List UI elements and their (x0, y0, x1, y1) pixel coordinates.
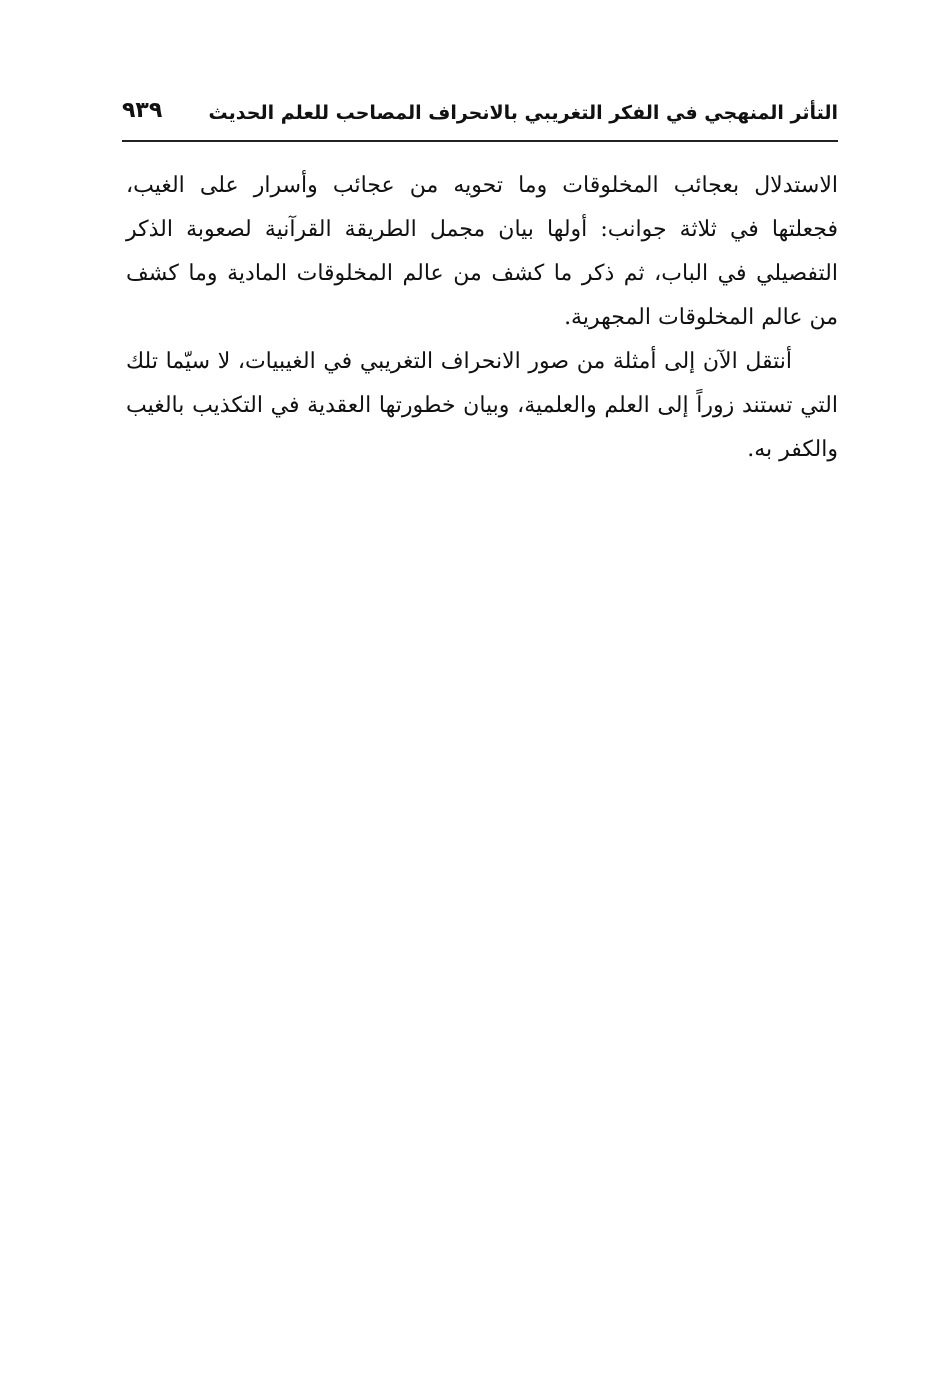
header-rule (122, 140, 838, 142)
running-title: التأثر المنهجي في الفكر التغريبي بالانحراف المصاحب للعلم الحديث (208, 102, 838, 124)
paragraph-2: أنتقل الآن إلى أمثلة من صور الانحراف التغريبي في الغيبيات، لا سيّما تلك التي تستند زوراً إلى العلم والعلمية، وبيان خطورتها العقدية في التكذيب بالغيب والكفر به. (126, 349, 838, 462)
page-number: ٩٣٩ (122, 98, 163, 123)
page-header (122, 96, 838, 136)
paragraph-1: الاستدلال بعجائب المخلوقات وما تحويه من عجائب وأسرار على الغيب، فجعلتها في ثلاثة جوانب: أولها بيان مجمل الطريقة القرآنية لصعوبة الذكر التفصيلي في الباب، ثم ذكر ما كشف من عالم المخلوقات المادية وما كشف من عالم المخلوقات المجهرية. (126, 173, 838, 330)
body-text (126, 164, 838, 472)
